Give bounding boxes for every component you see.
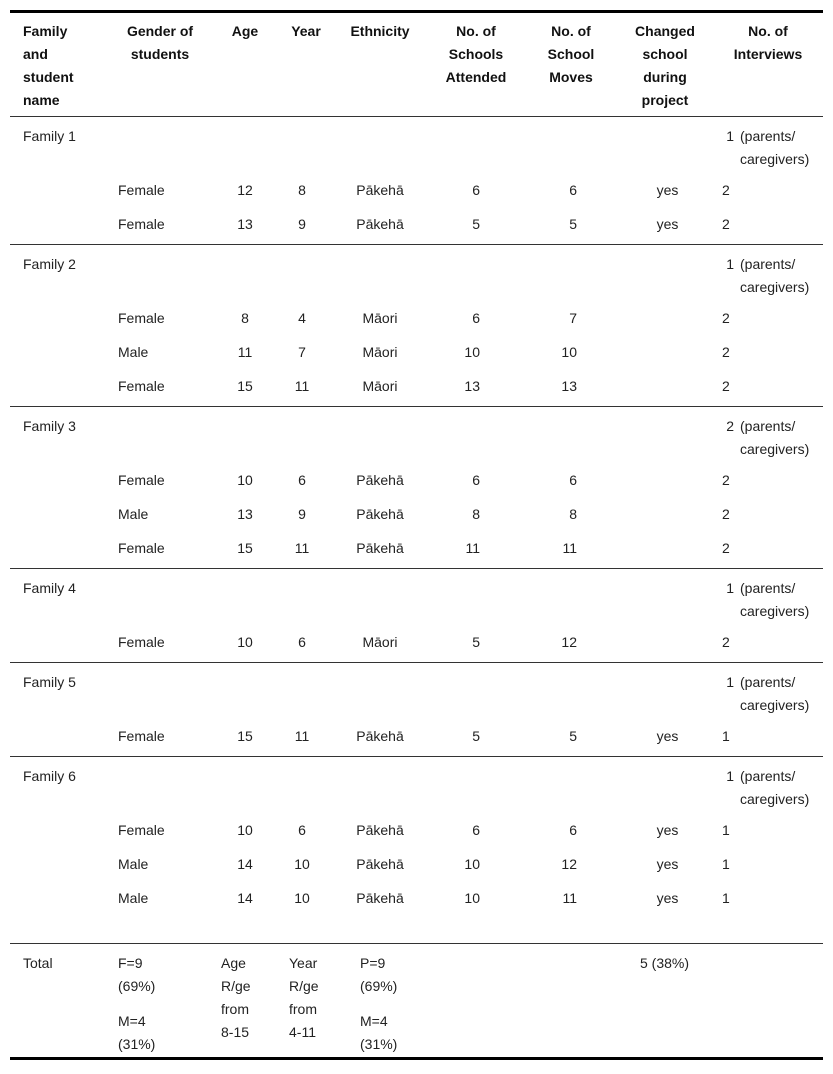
student-changed-school: yes <box>656 822 679 838</box>
student-year: 10 <box>294 856 310 872</box>
student-ethnicity: Māori <box>362 310 398 326</box>
student-ethnicity: Pākehā <box>356 890 404 906</box>
header-family: Family and student name <box>23 23 74 108</box>
student-gender: Female <box>118 378 165 394</box>
header-moves: No. of School Moves <box>547 23 595 85</box>
student-school-moves: 8 <box>569 506 577 522</box>
student-gender: Male <box>118 890 149 906</box>
family-name: Family 5 <box>23 674 76 690</box>
table-top-rule <box>10 10 823 13</box>
header-age: Age <box>231 23 259 39</box>
student-schools-attended: 5 <box>472 728 480 744</box>
total-year-range: Year R/ge from 4-11 <box>289 955 319 1040</box>
total-top-rule <box>10 943 823 944</box>
student-age: 13 <box>237 216 253 232</box>
student-interviews: 1 <box>722 728 730 744</box>
student-ethnicity: Māori <box>362 634 398 650</box>
student-gender: Female <box>118 634 165 650</box>
student-school-moves: 6 <box>569 182 577 198</box>
total-gender-male: M=4 (31%) <box>118 1013 156 1052</box>
student-age: 11 <box>237 344 253 360</box>
student-gender: Female <box>118 728 165 744</box>
student-year: 6 <box>298 822 306 838</box>
student-school-moves: 5 <box>569 728 577 744</box>
student-interviews: 1 <box>722 890 730 906</box>
family-divider <box>10 406 823 407</box>
family-divider <box>10 244 823 245</box>
student-ethnicity: Pākehā <box>356 472 404 488</box>
student-ethnicity: Pākehā <box>356 506 404 522</box>
student-school-moves: 10 <box>561 344 577 360</box>
student-mobility-table <box>10 10 823 1074</box>
student-interviews: 2 <box>722 506 730 522</box>
student-schools-attended: 6 <box>472 822 480 838</box>
student-year: 7 <box>298 344 306 360</box>
student-interviews: 2 <box>722 344 730 360</box>
family-name: Family 3 <box>23 418 76 434</box>
student-school-moves: 6 <box>569 472 577 488</box>
family-interview-count: 2 <box>726 418 734 434</box>
student-changed-school: yes <box>656 890 679 906</box>
student-age: 8 <box>241 310 249 326</box>
family-interview-note: (parents/ caregivers) <box>740 128 810 167</box>
student-school-moves: 11 <box>562 890 577 906</box>
student-age: 15 <box>237 540 253 556</box>
student-year: 11 <box>294 540 310 556</box>
student-interviews: 2 <box>722 182 730 198</box>
family-name: Family 4 <box>23 580 76 596</box>
student-school-moves: 11 <box>562 540 577 556</box>
header-bottom-rule <box>10 116 823 117</box>
family-interview-note: (parents/ caregivers) <box>740 418 810 457</box>
student-schools-attended: 10 <box>464 890 480 906</box>
student-age: 13 <box>237 506 253 522</box>
student-gender: Female <box>118 216 165 232</box>
family-interview-note: (parents/ caregivers) <box>740 256 810 295</box>
student-school-moves: 5 <box>569 216 577 232</box>
student-interviews: 2 <box>722 540 730 556</box>
student-gender: Female <box>118 540 165 556</box>
family-name: Family 1 <box>23 128 76 144</box>
family-interview-count: 1 <box>726 128 734 144</box>
student-age: 14 <box>237 856 253 872</box>
student-year: 10 <box>294 890 310 906</box>
student-school-moves: 6 <box>569 822 577 838</box>
student-year: 11 <box>294 728 310 744</box>
student-changed-school: yes <box>656 182 679 198</box>
family-divider <box>10 662 823 663</box>
student-interviews: 2 <box>722 472 730 488</box>
student-ethnicity: Māori <box>362 344 398 360</box>
student-interviews: 2 <box>722 216 730 232</box>
student-schools-attended: 6 <box>472 182 480 198</box>
student-interviews: 2 <box>722 310 730 326</box>
header-changed: Changed school during project <box>635 23 695 108</box>
student-school-moves: 12 <box>561 634 577 650</box>
student-school-moves: 12 <box>561 856 577 872</box>
student-year: 9 <box>298 506 306 522</box>
total-label: Total <box>23 955 53 971</box>
student-gender: Male <box>118 856 149 872</box>
student-gender: Female <box>118 472 165 488</box>
total-ethnicity-pakeha: P=9 (69%) <box>360 955 398 994</box>
student-schools-attended: 6 <box>472 472 480 488</box>
student-schools-attended: 13 <box>464 378 480 394</box>
student-gender: Male <box>118 344 149 360</box>
student-ethnicity: Pākehā <box>356 728 404 744</box>
student-schools-attended: 6 <box>472 310 480 326</box>
student-changed-school: yes <box>656 856 679 872</box>
student-school-moves: 13 <box>561 378 577 394</box>
family-name: Family 2 <box>23 256 76 272</box>
student-ethnicity: Pākehā <box>356 216 404 232</box>
family-divider <box>10 756 823 757</box>
student-ethnicity: Pākehā <box>356 540 404 556</box>
student-year: 6 <box>298 472 306 488</box>
student-age: 10 <box>237 472 253 488</box>
student-age: 15 <box>237 378 253 394</box>
student-changed-school: yes <box>656 728 679 744</box>
total-ethnicity-maori: M=4 (31%) <box>360 1013 398 1052</box>
family-interview-count: 1 <box>726 768 734 784</box>
family-interview-count: 1 <box>726 674 734 690</box>
table-bottom-rule <box>10 1057 823 1060</box>
student-gender: Male <box>118 506 149 522</box>
family-divider <box>10 568 823 569</box>
student-age: 10 <box>237 634 253 650</box>
header-year: Year <box>291 23 321 39</box>
student-age: 12 <box>237 182 253 198</box>
student-school-moves: 7 <box>569 310 577 326</box>
student-ethnicity: Pākehā <box>356 856 404 872</box>
header-gender: Gender of students <box>126 23 194 62</box>
total-gender-female: F=9 (69%) <box>118 955 156 994</box>
family-interview-count: 1 <box>726 256 734 272</box>
student-year: 8 <box>298 182 306 198</box>
family-interview-note: (parents/ caregivers) <box>740 580 810 619</box>
header-ethnicity: Ethnicity <box>350 23 410 39</box>
student-schools-attended: 5 <box>472 634 480 650</box>
student-schools-attended: 8 <box>472 506 480 522</box>
student-ethnicity: Māori <box>362 378 398 394</box>
student-interviews: 2 <box>722 634 730 650</box>
student-changed-school: yes <box>656 216 679 232</box>
student-year: 4 <box>298 310 306 326</box>
student-interviews: 1 <box>722 856 730 872</box>
student-interviews: 2 <box>722 378 730 394</box>
family-name: Family 6 <box>23 768 76 784</box>
student-year: 11 <box>294 378 310 394</box>
student-schools-attended: 10 <box>464 856 480 872</box>
student-gender: Female <box>118 310 165 326</box>
student-age: 14 <box>237 890 253 906</box>
student-gender: Female <box>118 182 165 198</box>
total-changed: 5 (38%) <box>640 955 690 971</box>
family-interview-count: 1 <box>726 580 734 596</box>
student-schools-attended: 5 <box>472 216 480 232</box>
family-interview-note: (parents/ caregivers) <box>740 674 810 713</box>
student-age: 15 <box>237 728 253 744</box>
header-schools: No. of Schools Attended <box>445 23 507 85</box>
student-year: 6 <box>298 634 306 650</box>
student-gender: Female <box>118 822 165 838</box>
student-age: 10 <box>237 822 253 838</box>
family-interview-note: (parents/ caregivers) <box>740 768 810 807</box>
total-age-range: Age R/ge from 8-15 <box>221 955 251 1040</box>
student-ethnicity: Pākehā <box>356 822 404 838</box>
student-schools-attended: 11 <box>465 540 480 556</box>
student-schools-attended: 10 <box>464 344 480 360</box>
header-interviews: No. of Interviews <box>733 23 803 62</box>
student-ethnicity: Pākehā <box>356 182 404 198</box>
student-year: 9 <box>298 216 306 232</box>
student-interviews: 1 <box>722 822 730 838</box>
